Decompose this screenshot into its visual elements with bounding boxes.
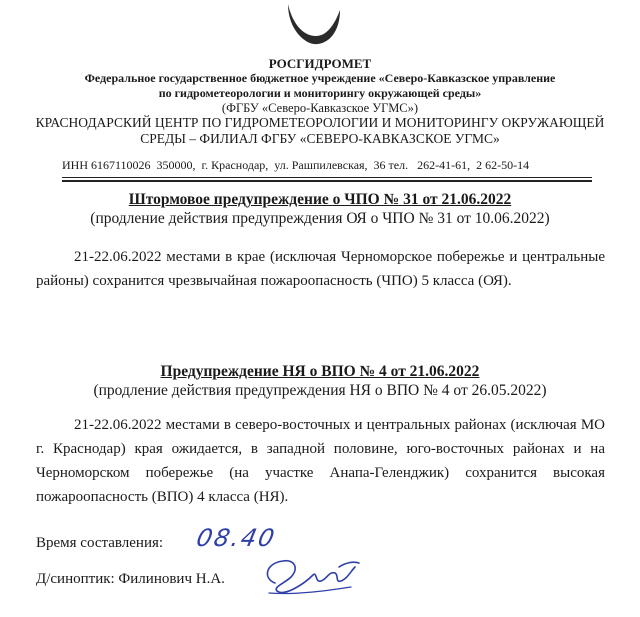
warning2-subtitle: (продление действия предупреждения НЯ о ВПО № 4 от 26.05.2022) — [93, 382, 547, 399]
header-divider-thin — [62, 177, 592, 178]
warning1-subtitle: (продление действия предупреждения ОЯ о ЧПО № 31 от 10.06.2022) — [90, 210, 550, 227]
warning1-title: Штормовое предупреждение о ЧПО № 31 от 21.06.2022 — [128, 191, 512, 208]
warning2-text: 21-22.06.2022 местами в северо-восточных и центральных районах (исключая МО г. Краснодар) края ожидается, в западной половине, юго-восточных районах и на Черноморском побережье (на участке Анапа-Геленджик) сохранится высокая пожароопасность (ВПО) 4 класса (НЯ). — [36, 417, 605, 505]
compose-time-label: Время составления: — [36, 535, 164, 551]
signer-name: Д/синоптик: Филинович Н.А. — [36, 571, 225, 587]
compose-time-handwritten: 08.40 — [194, 524, 279, 552]
contacts-line: ИНН 6167110026 350000, г. Краснодар, ул. Рашпилевская, 36 тел. 262-41-61, 2 62-50-14 — [62, 158, 530, 172]
header-divider-thick — [62, 180, 592, 182]
center-name — [0, 115, 640, 147]
org-short-name: (ФГБУ «Северо-Кавказское УГМС») — [221, 101, 419, 115]
org-full-name — [0, 71, 640, 101]
warning1-text: 21-22.06.2022 местами в крае (исключая Черноморское побережье и центральные районы) сохранится чрезвычайная пожароопасность (ЧПО) 5 класса (ОЯ). — [36, 249, 605, 289]
org-name: РОСГИДРОМЕТ — [268, 56, 372, 71]
warning2-title: Предупреждение НЯ о ВПО № 4 от 21.06.2022 — [160, 363, 480, 380]
center-line-2: СРЕДЫ – ФИЛИАЛ ФГБУ «СЕВЕРО-КАВКАЗСКОЕ УГМС» — [140, 131, 500, 146]
org-full-line-1: Федеральное государственное бюджетное учреждение «Северо-Кавказское управление — [84, 71, 556, 85]
center-line-1: КРАСНОДАРСКИЙ ЦЕНТР ПО ГИДРОМЕТЕОРОЛОГИИ И МОНИТОРИНГУ ОКРУЖАЮЩЕЙ — [35, 115, 605, 130]
org-full-line-2: по гидрометеорологии и мониторингу окружающей среды» — [158, 86, 482, 100]
rosgidromet-logo-icon — [284, 0, 344, 50]
signature-icon — [255, 553, 365, 598]
